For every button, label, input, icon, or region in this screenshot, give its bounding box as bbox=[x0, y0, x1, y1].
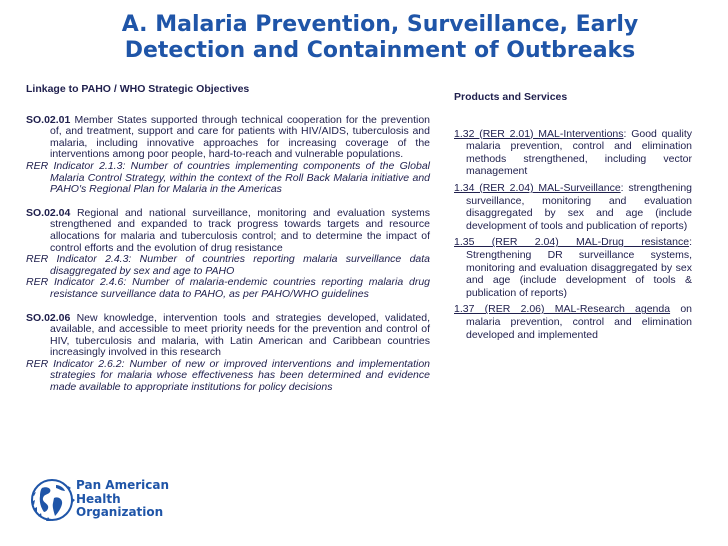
objective-so-02-01 bbox=[26, 115, 430, 161]
indicator-2-4-6: RER Indicator 2.4.6: Number of malaria-endemic countries reporting malaria drug resistance surveillance data to PAHO, as per PAHO/WHO guidelines bbox=[26, 276, 430, 300]
title-line-1: A. Malaria Prevention, Surveillance, Early bbox=[121, 12, 639, 37]
globe-logo-icon bbox=[28, 476, 76, 524]
org-line-1: Pan American bbox=[76, 478, 170, 492]
product-description: on malaria prevention, control and elimination developed and implemented bbox=[466, 303, 692, 341]
product-description: : strengthening surveillance, monitoring and evaluation disaggregated by sex and age (include development of tools and publication of reports) bbox=[466, 181, 693, 232]
products-column bbox=[454, 91, 692, 345]
product-item bbox=[454, 236, 692, 299]
product-item bbox=[454, 128, 692, 178]
product-description: : Good quality malaria prevention, control and elimination methods strengthened, including vector management bbox=[466, 127, 692, 178]
product-link[interactable]: 1.35 (RER 2.04) MAL-Drug resistance bbox=[454, 236, 690, 249]
organization-name bbox=[76, 479, 169, 520]
indicator-2-6-2: RER Indicator 2.6.2: Number of new or improved interventions and implementation strategies for malaria whose effectiveness has been determined and evidence made available to appropriate institutions for policy decisions bbox=[26, 357, 430, 394]
objective-code: SO.02.06 bbox=[26, 311, 71, 324]
objective-text: Member States supported through technical cooperation for the prevention of, and treatment, support and care for patients with HIV/AIDS, tuberculosis and malaria, including innovative approaches for increasing coverage of the interventions among poor people, hard-to-reach and vulnerable populations. bbox=[50, 113, 430, 161]
objectives-column bbox=[26, 84, 430, 394]
objective-so-02-04 bbox=[26, 208, 430, 254]
product-link[interactable]: 1.37 (RER 2.06) MAL-Research agenda bbox=[454, 303, 671, 316]
indicator-2-4-3: RER Indicator 2.4.3: Number of countries reporting malaria surveillance data disaggregated by sex and age to PAHO bbox=[26, 253, 430, 277]
product-item bbox=[454, 182, 692, 232]
slide-title bbox=[60, 12, 700, 64]
product-item bbox=[454, 303, 692, 341]
objective-so-02-06 bbox=[26, 313, 430, 359]
product-link[interactable]: 1.34 (RER 2.04) MAL-Surveillance bbox=[454, 181, 621, 194]
product-link[interactable]: 1.32 (RER 2.01) MAL-Interventions bbox=[454, 127, 624, 140]
objective-text: New knowledge, intervention tools and strategies developed, validated, available, and accessible to meet priority needs for the prevention and control of HIV, tuberculosis and malaria, with Latin American and Caribbean countries increasingly involved in this research bbox=[50, 311, 430, 359]
org-line-2: Health bbox=[76, 491, 121, 506]
objective-code: SO.02.04 bbox=[26, 206, 71, 219]
indicator-2-1-3: RER Indicator 2.1.3: Number of countries implementing components of the Global Malaria Control Strategy, within the context of the Roll Back Malaria initiative and PAHO's Regional Plan for Malaria in the Americas bbox=[26, 159, 430, 196]
objectives-heading: Linkage to PAHO / WHO Strategic Objectives bbox=[26, 83, 250, 95]
objective-code: SO.02.01 bbox=[26, 113, 71, 126]
title-line-2: Detection and Containment of Outbreaks bbox=[124, 38, 636, 63]
objective-text: Regional and national surveillance, monitoring and evaluation systems strengthened and expanded to track progress towards targets and resource allocations for malaria and tuberculosis control; and to determine the impact of control efforts and the evolution of drug resistance bbox=[50, 206, 430, 254]
org-line-3: Organization bbox=[76, 505, 164, 519]
products-heading: Products and Services bbox=[454, 91, 568, 103]
product-description: : Strengthening DR surveillance systems, monitoring and evaluation disaggregated by sex and age (include development of tools & publication of reports) bbox=[466, 236, 692, 299]
